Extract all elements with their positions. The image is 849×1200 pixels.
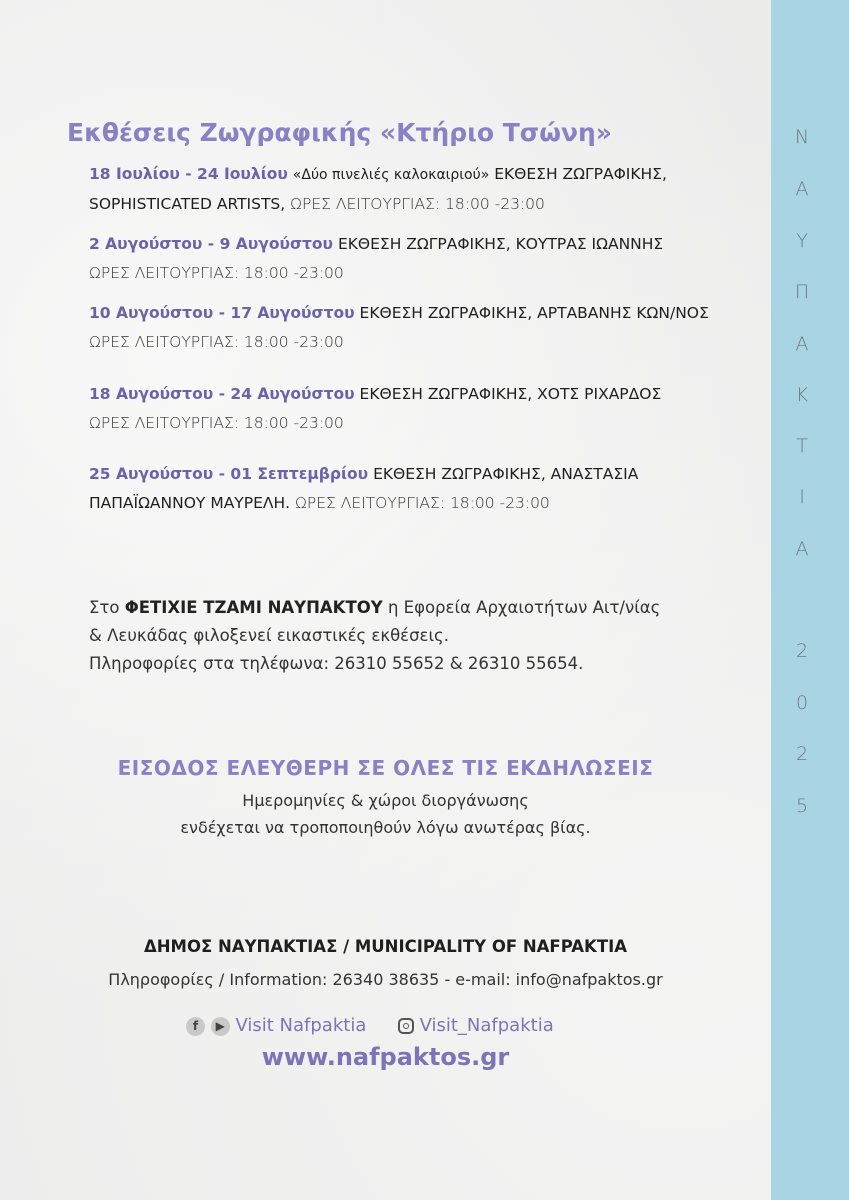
sidebar-letter: 5 (795, 795, 809, 817)
info-phones: Πληροφορίες στα τηλέφωνα: 26310 55652 & 26310 55654. (89, 654, 584, 673)
event-hours: ΩΡΕΣ ΛΕΙΤΟΥΡΓΙΑΣ: 18:00 -23:00 (295, 494, 550, 512)
sidebar-letter: 0 (795, 692, 809, 714)
event-title: «Δύο πινελιές καλοκαιριού» (292, 167, 490, 183)
event-item (89, 460, 689, 518)
info-prefix: Στο (89, 598, 120, 617)
venue-info (89, 594, 749, 678)
info-line1: η Εφορεία Αρχαιοτήτων Αιτ/νίας (387, 598, 661, 617)
free-entry-banner: ΕΙΣΟΔΟΣ ΕΛΕΥΘΕΡΗ ΣΕ ΟΛΕΣ ΤΙΣ ΕΚΔΗΛΩΣΕΙΣ (117, 756, 654, 780)
website-link[interactable]: www.nafpaktos.gr (261, 1043, 510, 1071)
event-hours: ΩΡΕΣ ΛΕΙΤΟΥΡΓΙΑΣ: 18:00 -23:00 (89, 333, 344, 351)
sidebar-letter: Α (795, 333, 809, 355)
event-item (89, 230, 761, 288)
sidebar-letter: Α (795, 178, 809, 200)
facebook-icon[interactable]: f (186, 1017, 205, 1036)
social-instagram-handle[interactable]: Visit_Nafpaktia (419, 1015, 554, 1036)
youtube-icon[interactable]: ▶ (211, 1017, 230, 1036)
event-description: ΕΚΘΕΣΗ ΖΩΓΡΑΦΙΚΗΣ, ΧΟΤΣ ΡΙΧΑΡΔΟΣ (359, 385, 662, 403)
event-description: ΕΚΘΕΣΗ ΖΩΓΡΑΦΙΚΗΣ, ΚΟΥΤΡΑΣ ΙΩΑΝΝΗΣ (337, 235, 664, 253)
event-description: ΕΚΘΕΣΗ ΖΩΓΡΑΦΙΚΗΣ, ΑΡΤΑΒΑΝΗΣ ΚΩΝ/ΝΟΣ (359, 304, 709, 322)
venue-name: ΦΕΤΙΧΙΕ ΤΖΑΜΙ ΝΑΥΠΑΚΤΟΥ (124, 598, 383, 617)
event-description: ΕΚΘΕΣΗ ΖΩΓΡΑΦΙΚΗΣ, ΑΝΑΣΤΑΣΙΑ ΠΑΠΑΪΩΑΝΝΟΥ ΜΑΥΡΕΛΗ. (89, 465, 639, 512)
sidebar-letter: Ν (794, 126, 810, 148)
event-date: 18 Αυγούστου - 24 Αυγούστου (89, 385, 355, 403)
sidebar-letter: 2 (795, 640, 809, 662)
event-hours: ΩΡΕΣ ΛΕΙΤΟΥΡΓΙΑΣ: 18:00 -23:00 (89, 414, 344, 432)
event-date: 25 Αυγούστου - 01 Σεπτεμβρίου (89, 465, 369, 483)
event-item (89, 160, 761, 219)
contact-info: Πληροφορίες / Information: 26340 38635 - e-mail: info@nafpaktos.gr (108, 970, 663, 989)
sidebar-band (771, 0, 849, 1200)
sidebar-letter: Τ (796, 435, 808, 457)
section-title: Εκθέσεις Ζωγραφικής «Κτήριο Τσώνη» (67, 118, 612, 147)
event-date: 18 Ιουλίου - 24 Ιουλίου (89, 165, 288, 183)
disclaimer-line1: Ημερομηνίες & χώροι διοργάνωσης (242, 791, 529, 810)
disclaimer-line2: ενδέχεται να τροποποιηθούν λόγω ανωτέρας βίας. (180, 818, 591, 837)
sidebar-letter: 2 (795, 743, 809, 765)
sidebar-letter: Α (795, 538, 809, 560)
social-links (186, 1015, 606, 1045)
sidebar-letter: Π (794, 281, 810, 303)
municipality-name: ΔΗΜΟΣ ΝΑΥΠΑΚΤΙΑΣ / MUNICIPALITY OF NAFPAKTIA (143, 937, 628, 956)
instagram-icon[interactable] (398, 1018, 414, 1034)
event-item (89, 380, 761, 438)
event-date: 2 Αυγούστου - 9 Αυγούστου (89, 235, 334, 253)
sidebar-letter: Ι (799, 486, 805, 508)
event-item (89, 299, 761, 357)
social-facebook-youtube-handle[interactable]: Visit Nafpaktia (235, 1015, 367, 1036)
event-date: 10 Αυγούστου - 17 Αυγούστου (89, 304, 355, 322)
sidebar-letter: Κ (795, 384, 809, 406)
disclaimer (0, 787, 771, 841)
event-hours: ΩΡΕΣ ΛΕΙΤΟΥΡΓΙΑΣ: 18:00 -23:00 (290, 195, 545, 213)
event-description: ΕΚΘΕΣΗ ΖΩΓΡΑΦΙΚΗΣ, SOPHISTICATED ARTISTS, (89, 165, 667, 213)
sidebar-letter: Υ (796, 230, 808, 252)
info-line2: & Λευκάδας φιλοξενεί εικαστικές εκθέσεις. (89, 626, 449, 645)
event-hours: ΩΡΕΣ ΛΕΙΤΟΥΡΓΙΑΣ: 18:00 -23:00 (89, 264, 344, 282)
